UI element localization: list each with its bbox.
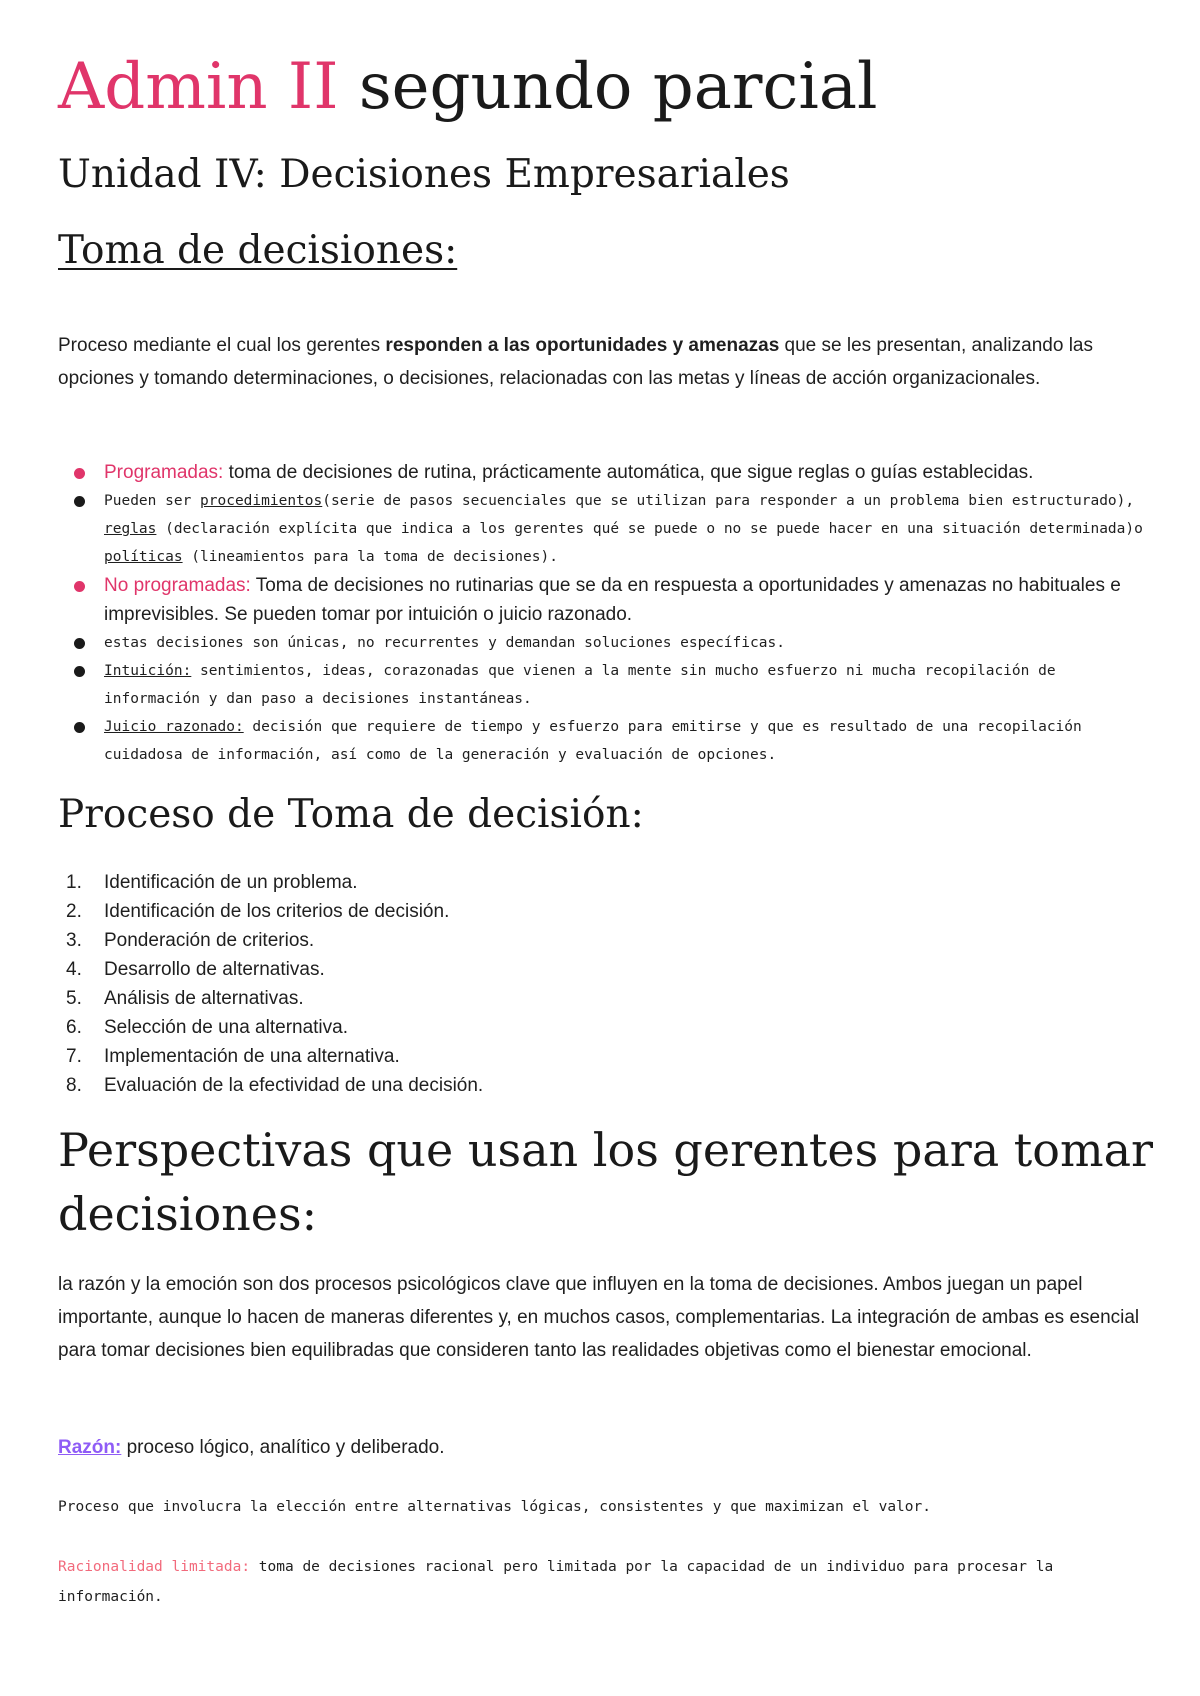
section-heading-toma: Toma de decisiones: xyxy=(58,228,458,273)
list-item xyxy=(58,868,483,897)
intuicion-label: Intuición: xyxy=(104,663,192,679)
step-number: 3. xyxy=(66,930,82,951)
list-item xyxy=(58,955,483,984)
def-post: que se les presentan, analizando las opciones y tomando determinaciones, o decisiones, relacionadas con las metas y líneas de acción organizacionales. xyxy=(58,335,1093,389)
list-item-no-programadas xyxy=(58,571,1148,629)
step-text: Ponderación de criterios. xyxy=(104,930,315,951)
politicas-text: (lineamientos para la toma de decisiones). xyxy=(182,549,558,565)
no-programadas-text: Toma de decisiones no rutinarias que se da en respuesta a oportunidades y amenazas no habituales e imprevisibles. Se pueden tomar por intuición o juicio razonado. xyxy=(104,575,1121,625)
bullet-dot-icon xyxy=(74,722,85,733)
step-text: Análisis de alternativas. xyxy=(104,988,304,1009)
razon-text: proceso lógico, analítico y deliberado. xyxy=(121,1437,445,1458)
title-rest: segundo parcial xyxy=(338,50,878,124)
intuicion-text: sentimientos, ideas, corazonadas que vienen a la mente sin mucho esfuerzo ni mucha recopilación de información y dan paso a decisiones instantáneas. xyxy=(104,663,1056,707)
bullet-dot-icon xyxy=(74,638,85,649)
step-number: 4. xyxy=(66,959,82,980)
juicio-label: Juicio razonado: xyxy=(104,719,244,735)
step-number: 1. xyxy=(66,872,82,893)
list-item-intuicion xyxy=(58,657,1148,713)
procedimientos-text: (serie de pasos secuenciales que se utilizan para responder a un problema bien estructurado), xyxy=(322,493,1135,509)
toma-definition xyxy=(58,329,1148,395)
bullet-dot-icon xyxy=(74,468,85,479)
def-bold: responden a las oportunidades y amenazas xyxy=(385,335,780,356)
list-item xyxy=(58,1013,483,1042)
reglas-text: (declaración explícita que indica a los gerentes qué se puede o no se puede hacer en una situación determinada)o xyxy=(156,521,1143,537)
list-item xyxy=(58,1042,483,1071)
step-number: 5. xyxy=(66,988,82,1009)
reglas-term: reglas xyxy=(104,521,157,537)
programadas-label: Programadas: xyxy=(104,462,224,483)
perspectives-intro: la razón y la emoción son dos procesos psicológicos clave que influyen en la toma de decisiones. Ambos juegan un papel importante, aunque lo hacen de maneras diferentes y, en muchos casos, complementarias. La integración de ambas es esencial para tomar decisiones bien equilibradas que consideren tanto las realidades objetivas como el bienestar emocional. xyxy=(58,1274,1140,1361)
no-programadas-label: No programadas: xyxy=(104,575,251,596)
list-item xyxy=(58,897,483,926)
step-number: 8. xyxy=(66,1075,82,1096)
step-text: Identificación de un problema. xyxy=(104,872,358,893)
step-text: Identificación de los criterios de decisión. xyxy=(104,901,450,922)
proceso-note: Proceso que involucra la elección entre alternativas lógicas, consistentes y que maximizan el valor. xyxy=(58,1499,931,1515)
decision-types-list xyxy=(58,458,1148,769)
step-text: Implementación de una alternativa. xyxy=(104,1046,400,1067)
perspectives-heading: Perspectivas que usan los gerentes para tomar decisiones: xyxy=(58,1123,1153,1241)
racionalidad-text: toma de decisiones racional pero limitada por la capacidad de un individuo para procesar la información. xyxy=(58,1559,1054,1605)
list-item xyxy=(58,1071,483,1100)
list-item-pueden-ser xyxy=(58,487,1148,571)
programadas-text: toma de decisiones de rutina, prácticamente automática, que sigue reglas o guías establecidas. xyxy=(223,462,1034,483)
racionalidad-paragraph xyxy=(58,1552,1148,1612)
def-pre: Proceso mediante el cual los gerentes xyxy=(58,335,386,356)
bullet-dot-icon xyxy=(74,496,85,507)
bullet-dot-icon xyxy=(74,581,85,592)
page-title xyxy=(58,52,877,122)
list-item-programadas xyxy=(58,458,1148,487)
pueden-pre: Pueden ser xyxy=(104,493,201,509)
title-accent: Admin II xyxy=(58,50,339,124)
unit-heading: Unidad IV: Decisiones Empresariales xyxy=(58,152,790,197)
step-number: 6. xyxy=(66,1017,82,1038)
process-heading: Proceso de Toma de decisión: xyxy=(58,792,644,837)
step-number: 7. xyxy=(66,1046,82,1067)
razon-label: Razón: xyxy=(58,1437,122,1458)
step-text: Selección de una alternativa. xyxy=(104,1017,348,1038)
step-text: Evaluación de la efectividad de una decisión. xyxy=(104,1075,484,1096)
juicio-text: decisión que requiere de tiempo y esfuerzo para emitirse y que es resultado de una recopilación cuidadosa de información, así como de la generación y evaluación de opciones. xyxy=(104,719,1082,763)
list-item xyxy=(58,984,483,1013)
step-text: Desarrollo de alternativas. xyxy=(104,959,325,980)
procedimientos-term: procedimientos xyxy=(200,493,323,509)
list-item-juicio xyxy=(58,713,1148,769)
razon-paragraph xyxy=(58,1431,1148,1464)
bullet-dot-icon xyxy=(74,666,85,677)
step-number: 2. xyxy=(66,901,82,922)
politicas-term: políticas xyxy=(104,549,183,565)
list-item-unicas xyxy=(58,629,1148,657)
list-item xyxy=(58,926,483,955)
racionalidad-label: Racionalidad limitada: xyxy=(58,1559,251,1575)
process-steps-list xyxy=(58,868,483,1100)
unicas-text: estas decisiones son únicas, no recurrentes y demandan soluciones específicas. xyxy=(104,635,785,651)
